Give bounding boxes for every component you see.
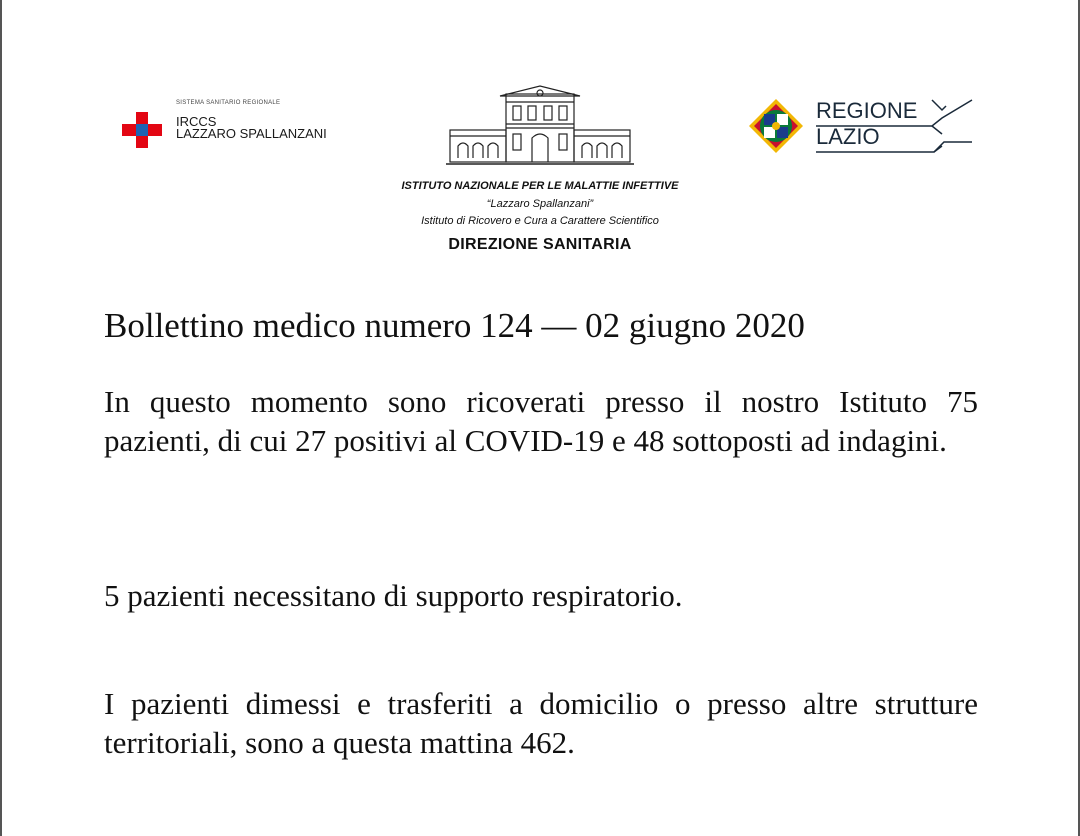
regional-system-label: SISTEMA SANITARIO REGIONALE bbox=[176, 100, 281, 106]
regione-lazio-frame-lines bbox=[804, 98, 976, 154]
institute-building-icon bbox=[446, 84, 634, 170]
bulletin-paragraph-respiratory: 5 pazienti necessitano di supporto respiratorio. bbox=[104, 578, 683, 613]
regione-lazio-logo bbox=[748, 96, 978, 158]
spallanzani-logo bbox=[122, 100, 372, 150]
institute-name: ISTITUTO NAZIONALE PER LE MALATTIE INFETTIVE bbox=[401, 180, 679, 192]
institute-dedication: “Lazzaro Spallanzani” bbox=[486, 198, 594, 210]
regione-label: REGIONE bbox=[816, 98, 918, 123]
irccs-label: IRCCS bbox=[176, 114, 217, 129]
lazio-emblem-icon bbox=[748, 98, 804, 154]
institute-subtitle: Istituto di Ricovero e Cura a Carattere Scientifico bbox=[421, 215, 659, 227]
medical-cross-icon bbox=[122, 112, 162, 148]
department-title: DIREZIONE SANITARIA bbox=[448, 236, 632, 253]
bulletin-paragraph-discharged: I pazienti dimessi e trasferiti a domicilio o presso altre strutture territoriali, sono a questa mattina 462. bbox=[104, 686, 978, 760]
irccs-logo-text bbox=[176, 116, 327, 140]
lazio-label: LAZIO bbox=[816, 124, 880, 149]
page-border-left bbox=[0, 0, 2, 836]
bulletin-title: Bollettino medico numero 124 — 02 giugno 2020 bbox=[104, 306, 805, 345]
bulletin-paragraph-hospitalized: In questo momento sono ricoverati presso il nostro Istituto 75 pazienti, di cui 27 positivi al COVID-19 e 48 sottoposti ad indagini. bbox=[104, 384, 978, 458]
spallanzani-label: LAZZARO SPALLANZANI bbox=[176, 126, 327, 141]
